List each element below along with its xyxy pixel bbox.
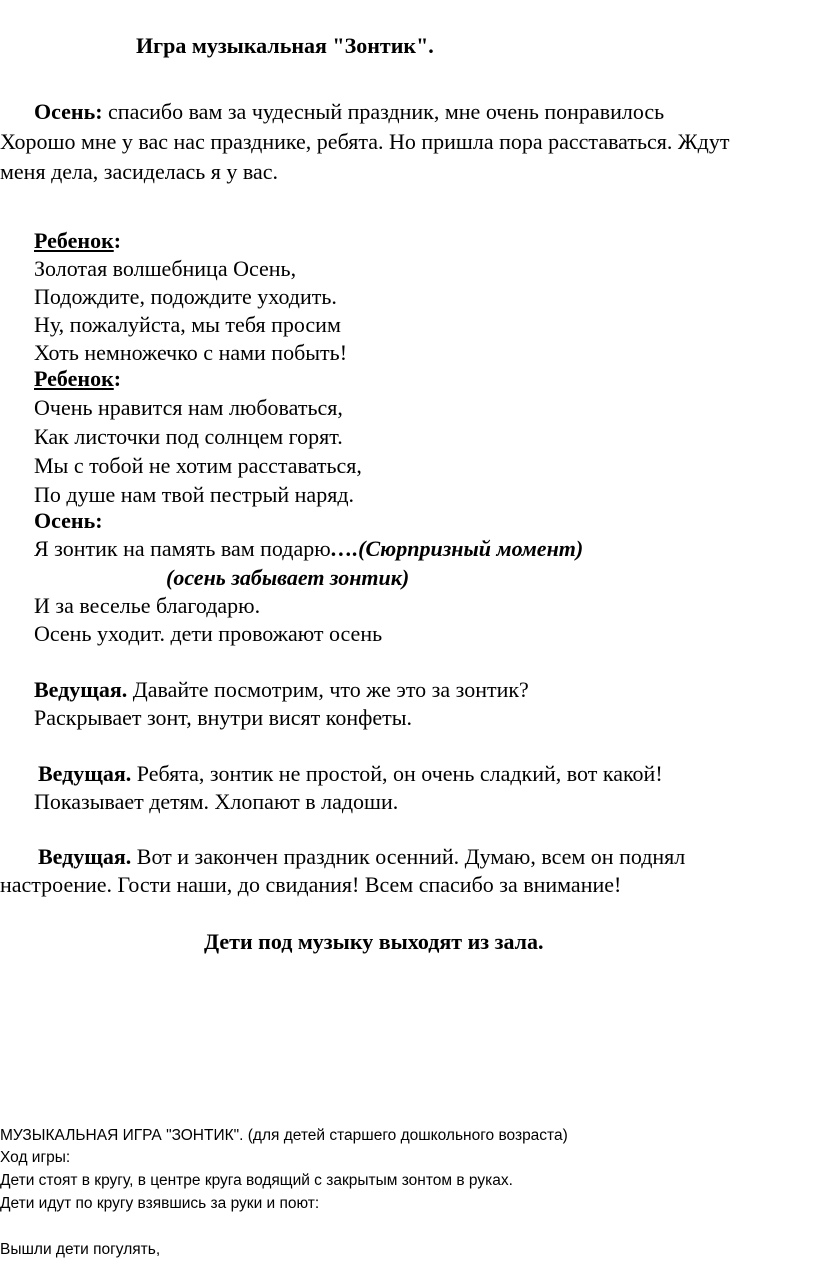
host-speech-1: Ведущая. Давайте посмотрим, что же это за зонтик?: [34, 677, 529, 702]
speaker-autumn-2: Осень:: [34, 508, 103, 533]
poem-line: Мы с тобой не хотим расставаться,: [34, 453, 362, 478]
autumn-line-3: И за веселье благодарю.: [34, 593, 261, 618]
host-speech-3-line-2: настроение. Гости наши, до свидания! Всем спасибо за внимание!: [0, 872, 622, 897]
autumn-speech-line-2: Хорошо мне у вас нас празднике, ребята. Но пришла пора расставаться. Ждут: [0, 129, 730, 154]
poem-line: Золотая волшебница Осень,: [34, 256, 297, 281]
autumn-speech-line-1: [34, 98, 664, 126]
speaker-host: Ведущая.: [38, 761, 132, 786]
host-speech-1-line-2: Раскрывает зонт, внутри висят конфеты.: [34, 705, 413, 730]
stage-direction: (осень забывает зонтик): [166, 565, 410, 590]
game-progress-label: Ход игры:: [0, 1149, 71, 1166]
autumn-speech-line-3: меня дела, засиделась я у вас.: [0, 159, 279, 184]
game-text-line: Дети стоят в кругу, в центре круга водящий с закрытым зонтом в руках.: [0, 1172, 513, 1189]
host-speech-2: Ведущая. Ребята, зонтик не простой, он очень сладкий, вот какой!: [38, 761, 663, 786]
speaker-host: Ведущая.: [34, 677, 128, 702]
poem-line: Ну, пожалуйста, мы тебя просим: [34, 312, 341, 337]
autumn-line-4: Осень уходит. дети провожают осень: [34, 621, 383, 646]
speaker-host: Ведущая.: [38, 844, 132, 869]
page-title: Игра музыкальная "Зонтик".: [136, 33, 434, 58]
surprise-moment-note: ….(Сюрпризный момент): [330, 536, 584, 561]
poem-line: Хоть немножечко с нами побыть!: [34, 340, 348, 365]
poem-line: Очень нравится нам любоваться,: [34, 395, 343, 420]
autumn-line-1: Я зонтик на память вам подарю….(Сюрпризный момент): [34, 536, 584, 561]
speaker-autumn: Осень:: [34, 99, 103, 124]
game-title: МУЗЫКАЛЬНАЯ ИГРА "ЗОНТИК". (для детей старшего дошкольного возраста): [0, 1127, 568, 1144]
host-speech-2-line-2: Показывает детям. Хлопают в ладоши.: [34, 789, 399, 814]
game-text-line: Дети идут по кругу взявшись за руки и поют:: [0, 1195, 320, 1212]
closing-line: Дети под музыку выходят из зала.: [204, 929, 544, 954]
speaker-child-1: Ребенок:: [34, 228, 122, 253]
poem-line: Как листочки под солнцем горят.: [34, 424, 343, 449]
game-verse-line: Вышли дети погулять,: [0, 1241, 161, 1258]
poem-line: По душе нам твой пестрый наряд.: [34, 482, 355, 507]
speaker-child-2: Ребенок:: [34, 366, 122, 391]
host-speech-3: Ведущая. Вот и закончен праздник осенний. Думаю, всем он поднял: [38, 844, 686, 869]
speech-text: спасибо вам за чудесный праздник, мне очень понравилось: [102, 99, 665, 124]
poem-line: Подождите, подождите уходить.: [34, 284, 337, 309]
